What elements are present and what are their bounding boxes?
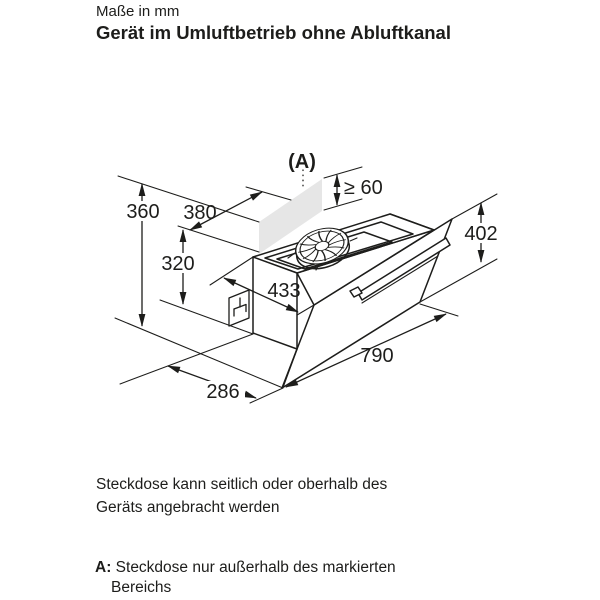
position-a-label: (A) (288, 151, 316, 173)
socket-note-line2: Geräts angebracht werden (96, 499, 280, 516)
dim-label-min-60: ≥ 60 (344, 177, 383, 199)
socket-note-line1: Steckdose kann seitlich oder oberhalb des (96, 476, 388, 493)
dim-label-402: 402 (464, 223, 498, 245)
dim-label-433: 433 (267, 280, 301, 302)
dim-label-320: 320 (161, 253, 195, 275)
dim-label-286: 286 (206, 381, 240, 403)
page-title: Gerät im Umluftbetrieb ohne Abluftkanal (96, 22, 451, 43)
dim-label-360: 360 (126, 201, 160, 223)
power-socket-icon (229, 290, 249, 326)
hood-left-face (253, 257, 297, 349)
note-a-prefix: A: (95, 559, 112, 576)
marked-area-note (95, 558, 396, 598)
dim-label-380: 380 (183, 202, 217, 224)
dim-label-790: 790 (360, 345, 394, 367)
units-label: Maße in mm (96, 3, 180, 20)
note-a-line2: Bereichs (111, 579, 172, 596)
note-a-line1: Steckdose nur außerhalb des markierten (115, 559, 396, 576)
socket-placement-note (96, 473, 387, 519)
